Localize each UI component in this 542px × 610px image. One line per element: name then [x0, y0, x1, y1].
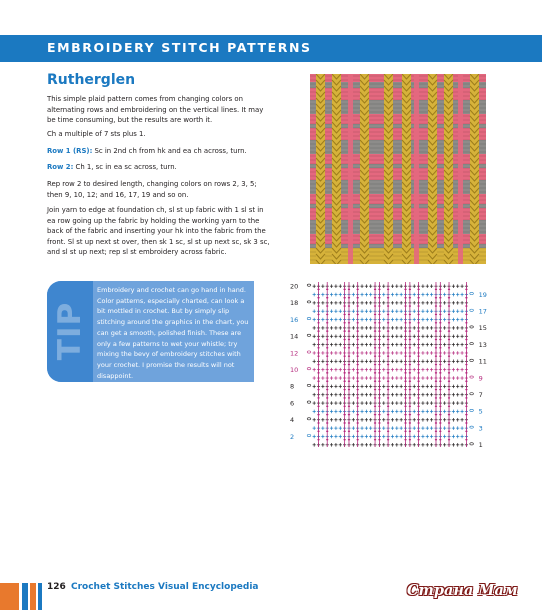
chart-embroidery-column [317, 282, 319, 447]
chart-row-number-right: 3 [478, 424, 483, 433]
chart-embroidery-column [387, 282, 389, 447]
chart-embroidery-column [448, 282, 450, 447]
page-number: 126 [47, 582, 66, 592]
swatch-photo [310, 74, 486, 264]
chart-row-number-left: 2 [290, 432, 295, 441]
footer-bar-3 [30, 583, 36, 610]
row2-instruction [47, 162, 273, 173]
chart-embroidery-column [435, 282, 437, 447]
footer-bar-1 [0, 583, 19, 610]
footer-bar-2 [22, 583, 28, 610]
chart-embroidery-column [439, 282, 441, 447]
tip-box [47, 281, 254, 382]
chart-row-number-right: 11 [478, 357, 487, 366]
repeat-instruction: Rep row 2 to desired length, changing colors on rows 2, 3, 5; then 9, 10, 12; and 16, 17, 19 and so on. [47, 180, 257, 199]
chart-row-number-right: 9 [478, 374, 483, 383]
chart-embroidery-column [409, 282, 411, 447]
chart-embroidery-column [378, 282, 380, 447]
chart-row-number-left: 4 [290, 416, 295, 425]
chapter-title: EMBROIDERY STITCH PATTERNS [47, 40, 312, 55]
chart-row-12 [307, 351, 468, 355]
row2-text: Ch 1, sc in ea sc across, turn. [73, 163, 177, 171]
chart-row-number-right: 19 [478, 290, 487, 299]
chart-row-2 [307, 434, 468, 438]
chart-row-number-left: 16 [290, 315, 299, 324]
swatch-column-stripe [348, 74, 353, 264]
chapter-header-band [0, 35, 542, 62]
book-title: Crochet Stitches Visual Encyclopedia [71, 582, 259, 592]
chart-row-18 [307, 301, 468, 305]
chart-row-number-right: 13 [478, 340, 487, 349]
chart-row-number-right: 15 [478, 324, 487, 333]
chart-row-6 [307, 401, 468, 405]
chart-row-8 [307, 384, 468, 388]
chart-embroidery-column [343, 282, 345, 447]
tip-heading: TIP [52, 301, 88, 361]
chart-row-number-left: 6 [290, 399, 295, 408]
chart-row-number-left: 18 [290, 299, 299, 308]
chart-row-number-right: 7 [478, 391, 483, 400]
chart-row-number-right: 5 [478, 407, 483, 416]
tip-text: Embroidery and crochet can go hand in hand. Color patterns, especially charted, can look a bit mottled in crochet. But by simply slip stitching around the graphics in the chart, you can get a smooth, polished finish. These are only a few patterns to wet your whistle; try mixing the bevy of embroidery stitches with your crochet. I promise the results will not disappoint. [97, 286, 249, 380]
footer-color-bars [0, 583, 42, 610]
chart-row-14 [307, 334, 468, 338]
chart-embroidery-column [417, 282, 419, 447]
chart-row-16 [307, 317, 468, 321]
row1-label: Row 1 (RS): [47, 147, 93, 155]
swatch-column-stripe [414, 74, 419, 264]
chart-embroidery-column [404, 282, 406, 447]
chart-row-number-left: 20 [290, 282, 299, 291]
row1-text: Sc in 2nd ch from hk and ea ch across, turn. [92, 147, 247, 155]
chart-row-number-right: 17 [478, 307, 487, 316]
site-watermark: Страна Мам [407, 582, 518, 599]
chart-row-number-left: 8 [290, 382, 295, 391]
pattern-title: Rutherglen [47, 72, 136, 88]
stitch-chart [290, 272, 495, 451]
swatch-column-stripe [458, 74, 463, 264]
chart-embroidery-column [348, 282, 350, 447]
embroidery-instruction: Join yarn to edge at foundation ch, sl st up fabric with 1 sl st in ea row going up the fabric by holding the working yarn to the back of the fabric and inserting your hk into the fabric from the front. Sl st up next st over, then sk 1 sc, sl st up next sc, sk 3 sc, and sl st up next; rep sl st embroidery across fabric. [47, 206, 270, 257]
chart-row-number-left: 12 [290, 349, 299, 358]
chart-embroidery-column [374, 282, 376, 447]
chart-row-10 [307, 368, 468, 372]
row2-label: Row 2: [47, 163, 74, 171]
row1-instruction [47, 146, 273, 157]
chart-row-4 [307, 418, 468, 422]
chart-embroidery-column [465, 282, 467, 447]
swatch-photo-image [310, 74, 486, 264]
chart-row-number-left: 14 [290, 332, 299, 341]
pattern-foundation: Ch a multiple of 7 sts plus 1. [47, 130, 146, 138]
chart-row-number-left: 10 [290, 365, 299, 374]
chart-embroidery-column [326, 282, 328, 447]
stitch-chart-diagram [290, 272, 495, 447]
chart-embroidery-column [356, 282, 358, 447]
chart-row-20 [307, 284, 468, 288]
footer-bar-4 [38, 583, 42, 610]
pattern-intro: This simple plaid pattern comes from changing colors on alternating rows and embroidering on the vertical lines. It may be time consuming, but the results are worth it. [47, 95, 264, 125]
chart-row-number-right: 1 [478, 441, 483, 447]
